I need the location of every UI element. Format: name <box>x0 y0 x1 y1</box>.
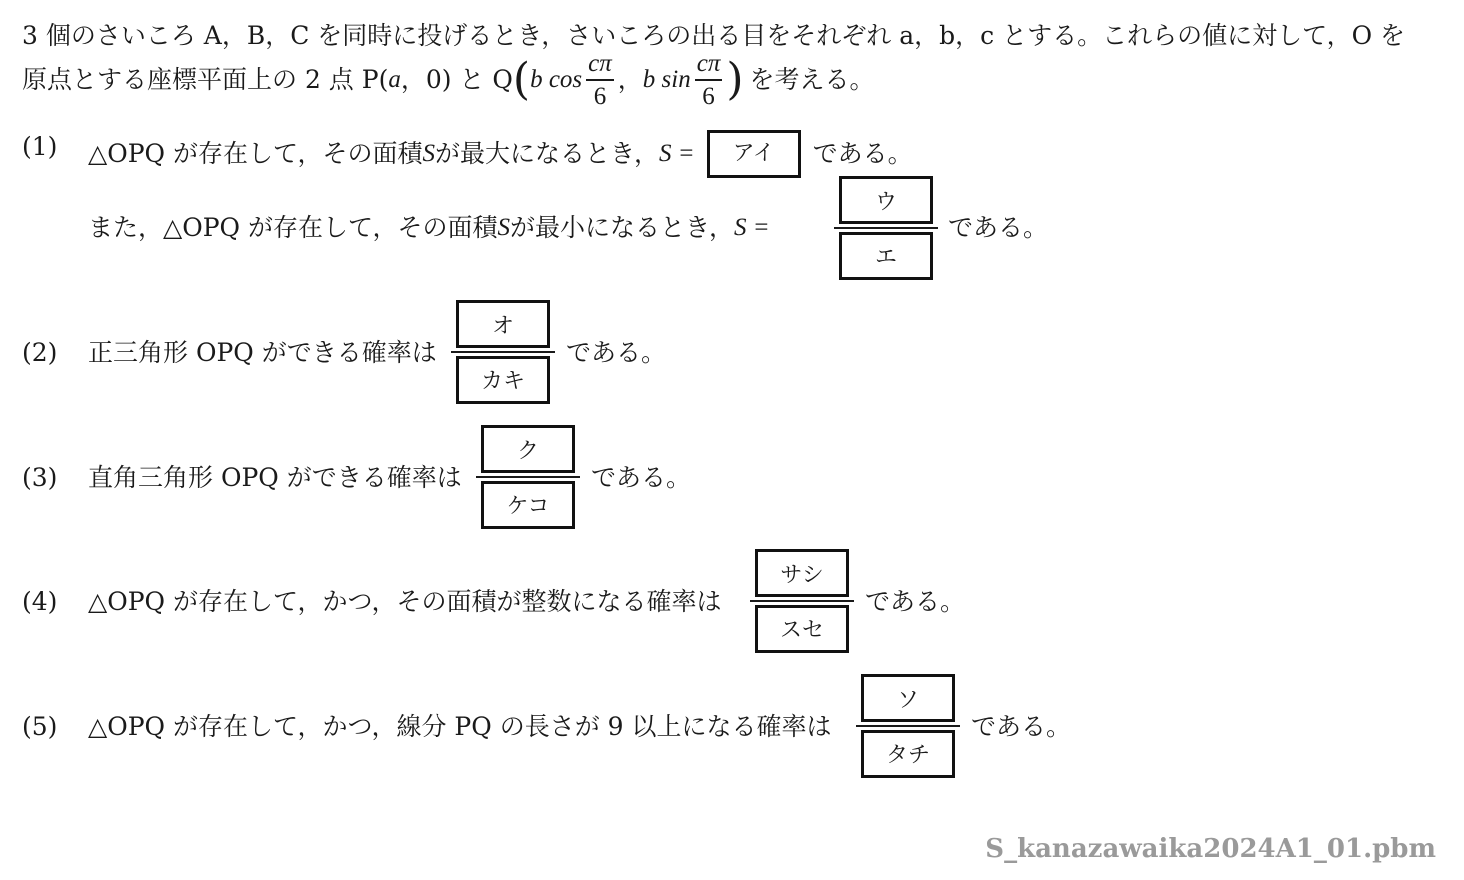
q3-tail: である。 <box>591 463 692 492</box>
frac-bar <box>586 79 614 81</box>
fraction-box-o-kaki <box>451 300 555 404</box>
b-sin: b sin <box>642 66 691 93</box>
frac-den: 6 <box>702 82 715 110</box>
answer-box-e: エ <box>839 232 933 280</box>
fraction-bar <box>451 351 555 353</box>
q1-text-b: が最大になるとき， <box>435 139 660 168</box>
question-2-text: 正三角形 OPQ ができる確率は <box>88 338 437 367</box>
q2-tail: である。 <box>566 338 667 367</box>
q4-tail: である。 <box>865 587 966 616</box>
answer-box-so: ソ <box>861 674 955 722</box>
question-number-3: (3) <box>22 463 58 492</box>
q5-tail: である。 <box>971 712 1072 741</box>
var-s: S <box>497 214 510 241</box>
answer-box-keko: ケコ <box>481 481 575 529</box>
answer-box-suse: スセ <box>755 605 849 653</box>
fraction-bar <box>476 476 580 478</box>
q1b-text-a: また，△OPQ が存在して，その面積 <box>88 213 498 242</box>
q1-text-a: △OPQ が存在して，その面積 <box>88 139 423 168</box>
frac-bar <box>695 79 723 81</box>
frac-num: cπ <box>588 50 612 78</box>
fraction-box-ku-keko <box>476 425 580 529</box>
fraction-box-so-tachi <box>856 674 960 778</box>
paren-open: ( <box>512 54 531 105</box>
answer-box-tachi: タチ <box>861 730 955 778</box>
question-4-text: △OPQ が存在して，かつ，その面積が整数になる確率は <box>88 587 722 616</box>
intro-line-1 <box>22 19 1405 53</box>
fraction-bar <box>750 600 854 602</box>
intro-line-2 <box>22 50 875 110</box>
answer-box-sashi: サシ <box>755 549 849 597</box>
var-s: S <box>422 140 435 167</box>
paren-close: ) <box>726 54 744 105</box>
intro-text-2c: ，0) と Q <box>400 65 513 94</box>
q1-eq: S = <box>659 140 695 167</box>
answer-box-o: オ <box>456 300 550 348</box>
q1-tail: である。 <box>812 139 913 168</box>
q1b-text-b: が最小になるとき， <box>510 213 735 242</box>
question-5-text: △OPQ が存在して，かつ，線分 PQ の長さが 9 以上になる確率は <box>88 712 832 741</box>
question-number-2: (2) <box>22 338 58 367</box>
comma: ， <box>617 65 643 94</box>
answer-box-kaki: カキ <box>456 356 550 404</box>
var-a: a <box>388 66 401 93</box>
question-number-1: (1) <box>22 132 58 161</box>
intro-text-1: 3 個のさいころ A，B，C を同時に投げるとき，さいころの出る目をそれぞれ a，b，c とする。これらの値に対して，O を <box>22 21 1406 50</box>
fraction-box-sashi-suse <box>750 549 854 653</box>
fraction-bar <box>856 725 960 727</box>
question-1b <box>88 211 770 245</box>
fraction-box-u-e <box>834 176 938 280</box>
question-number-5: (5) <box>22 712 58 741</box>
fraction-bar <box>834 227 938 229</box>
intro-text-2a: 原点とする座標平面上の 2 点 P( <box>22 65 389 94</box>
question-3-text: 直角三角形 OPQ ができる確率は <box>88 463 462 492</box>
answer-box-u: ウ <box>839 176 933 224</box>
file-name-label: S_kanazawaika2024A1_01.pbm <box>985 834 1436 864</box>
frac-num: cπ <box>696 50 721 78</box>
answer-box-ku: ク <box>481 425 575 473</box>
q1b-eq: S = <box>734 214 770 241</box>
frac-den: 6 <box>593 82 607 110</box>
b-cos: b cos <box>530 66 583 93</box>
answer-box-ai: アイ <box>707 130 801 178</box>
fraction-cpi-6-a <box>586 51 614 109</box>
fraction-cpi-6-b <box>695 51 723 109</box>
question-1 <box>88 130 913 178</box>
question-number-4: (4) <box>22 587 58 616</box>
q1b-tail: である。 <box>948 213 1049 242</box>
intro-end: を考える。 <box>749 65 875 94</box>
